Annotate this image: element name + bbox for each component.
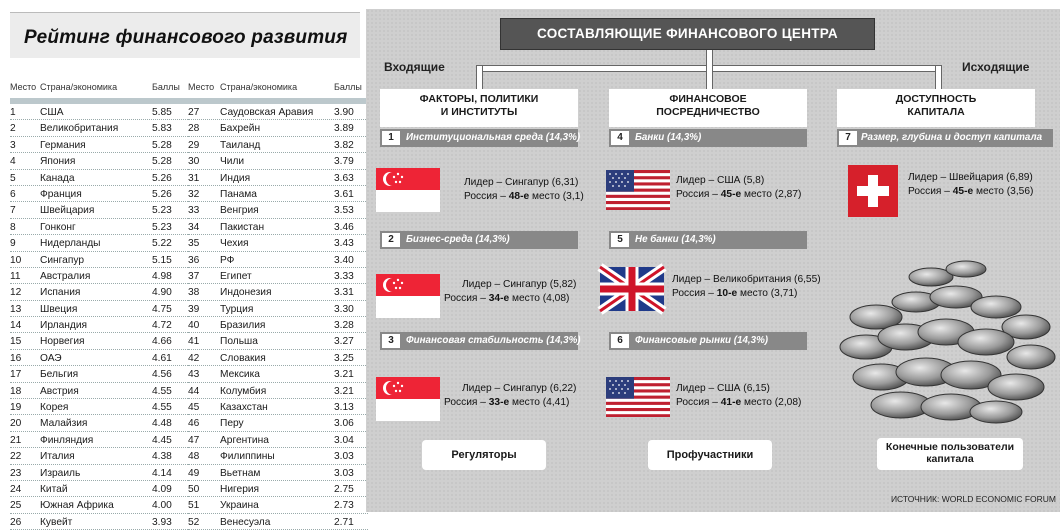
rank-score: 4.48 [152,418,172,430]
ranking-column-2 [188,78,368,530]
rank-place: 30 [188,156,200,168]
rank-place: 26 [10,516,22,528]
component-label: Институциональная среда (14,3%) [406,132,581,143]
rank-place: 10 [10,254,22,266]
rank-country: Польша [220,336,258,348]
rank-place: 5 [10,172,16,184]
singapore-flag-icon [376,168,440,217]
uk-flag-icon [600,267,664,316]
components-panel [366,9,1060,512]
rank-score: 4.00 [152,500,172,512]
rank-score: 3.25 [334,352,354,364]
component-number: 4 [611,131,629,145]
rank-country: Сингапур [40,254,84,266]
rank-country: Великобритания [40,123,119,135]
component-number: 2 [382,233,400,247]
usa-flag-icon [606,377,670,422]
russia-text: Россия – 48-е место (3,1) [464,191,584,202]
component-bar-3 [380,332,581,350]
rank-country: Финляндия [40,434,94,446]
rank-score: 3.04 [334,434,354,446]
component-label: Не банки (14,3%) [635,234,716,245]
ranking-row [10,415,190,431]
rank-place: 3 [10,139,16,151]
leader-text: Лидер – США (6,15) [676,383,770,394]
ranking-row [10,137,190,153]
ranking-row [10,252,190,268]
ranking-row [188,120,368,136]
rank-country: Испания [40,287,81,299]
ranking-row [10,219,190,235]
ranking-row [188,333,368,349]
rank-place: 32 [188,188,200,200]
singapore-flag-icon [376,377,440,426]
ranking-row [10,202,190,218]
rank-country: Китай [40,483,68,495]
ranking-row [10,514,190,530]
rank-country: США [40,107,64,118]
rank-score: 5.26 [152,188,172,200]
column-headers [188,78,368,98]
rank-place: 19 [10,402,22,414]
rank-country: Таиланд [220,139,261,151]
connector-left [476,65,483,91]
rank-score: 3.46 [334,221,354,233]
component-label: Финансовая стабильность (14,3%) [406,335,581,346]
ranking-row [188,153,368,169]
rank-score: 4.98 [152,270,172,282]
ranking-row [10,284,190,300]
ranking-row [188,202,368,218]
rank-score: 3.31 [334,287,354,299]
rank-place: 34 [188,221,200,233]
regulators-label: Регуляторы [422,440,546,470]
rank-score: 4.55 [152,385,172,397]
header-score: Баллы [152,82,180,92]
rank-score: 2.75 [334,483,354,495]
ranking-row [188,465,368,481]
component-number: 1 [382,131,400,145]
rank-score: 3.61 [334,188,354,200]
rank-place: 42 [188,352,200,364]
rank-score: 5.83 [152,123,172,135]
rank-score: 4.61 [152,352,172,364]
rank-place: 43 [188,369,200,381]
ranking-row [10,317,190,333]
rank-score: 3.13 [334,402,354,414]
ranking-row [10,350,190,366]
rank-place: 22 [10,451,22,463]
ranking-row [188,137,368,153]
rank-score: 3.53 [334,205,354,217]
ranking-title: Рейтинг финансового развития [24,27,348,48]
leader-info-7 [908,171,1033,199]
header-place: Место [188,82,215,92]
rank-place: 24 [10,483,22,495]
rank-country: Турция [220,303,254,315]
rank-place: 29 [188,139,200,151]
rank-place: 16 [10,352,22,364]
rank-place: 21 [10,434,22,446]
ranking-row [188,399,368,415]
component-number: 6 [611,334,629,348]
rank-country: Индия [220,172,251,184]
intermediation-header: ФИНАНСОВОЕ ПОСРЕДНИЧЕСТВО [609,89,807,127]
factors-header: ФАКТОРЫ, ПОЛИТИКИ И ИНСТИТУТЫ [380,89,578,127]
rank-country: Украина [220,500,259,512]
header-country: Страна/экономика [220,82,298,92]
ranking-row [188,186,368,202]
rank-country: Швейцария [40,205,95,217]
rank-country: Филиппины [220,451,275,463]
rank-score: 3.21 [334,385,354,397]
leader-text: Лидер – США (5,8) [676,175,765,186]
ranking-row [10,448,190,464]
rank-score: 4.45 [152,434,172,446]
ranking-row [10,153,190,169]
russia-text: Россия – 41-е место (2,08) [676,397,802,408]
rank-score: 3.33 [334,270,354,282]
rank-place: 51 [188,500,200,512]
rank-place: 31 [188,172,200,184]
rank-country: Австрия [40,385,79,397]
component-label: Бизнес-среда (14,3%) [406,234,510,245]
rank-place: 38 [188,287,200,299]
rank-place: 15 [10,336,22,348]
rank-country: Венгрия [220,205,259,217]
rank-score: 3.40 [334,254,354,266]
rank-country: Венесуэла [220,516,271,528]
ranking-row [188,219,368,235]
rank-country: Мексика [220,369,260,381]
rank-country: Франция [40,188,82,200]
leader-info-1 [464,176,584,204]
rank-place: 12 [10,287,22,299]
leader-text: Лидер – Швейцария (6,89) [908,172,1033,183]
rank-score: 3.93 [152,516,172,528]
rank-score: 4.14 [152,467,172,479]
rank-country: Аргентина [220,434,269,446]
rank-country: Чили [220,156,245,168]
rank-country: Вьетнам [220,467,261,479]
column-headers [10,78,190,98]
component-label: Финансовые рынки (14,3%) [635,335,769,346]
connector-center [706,49,713,91]
rank-country: Чехия [220,238,249,250]
ranking-row [10,383,190,399]
rank-place: 4 [10,156,16,168]
rank-place: 13 [10,303,22,315]
connector-right [935,65,942,91]
ranking-row [10,170,190,186]
rank-score: 3.82 [334,139,354,151]
rank-place: 11 [10,270,21,282]
singapore-flag-icon [376,274,440,323]
rank-score: 4.72 [152,320,172,332]
leader-text: Лидер – Сингапур (6,22) [462,383,577,394]
rank-country: Бразилия [220,320,266,332]
rank-country: Египет [220,270,252,282]
ranking-row [188,317,368,333]
rank-country: Германия [40,139,86,151]
rank-country: Канада [40,172,75,184]
component-number: 7 [839,131,857,145]
rank-country: Словакия [220,352,266,364]
component-bar-2 [380,231,578,249]
professional-participants-label: Профучастники [648,440,772,470]
rank-score: 3.03 [334,467,354,479]
rank-score: 5.23 [152,221,172,233]
rank-place: 48 [188,451,200,463]
rank-country: Колумбия [220,385,267,397]
rank-place: 14 [10,320,22,332]
rank-country: Нидерланды [40,238,101,250]
rank-country: ОАЭ [40,352,62,364]
ranking-row [10,104,190,120]
outgoing-label: Исходящие [962,60,1030,74]
rank-place: 35 [188,238,200,250]
rank-score: 3.21 [334,369,354,381]
component-bar-4 [609,129,807,147]
component-bar-6 [609,332,807,350]
header-country: Страна/экономика [40,82,118,92]
ranking-row [10,186,190,202]
rank-country: РФ [220,254,235,266]
rank-score: 4.38 [152,451,172,463]
rank-score: 5.28 [152,139,172,151]
rank-country: Италия [40,451,75,463]
rank-country: Кувейт [40,516,73,528]
ranking-row [188,170,368,186]
rank-place: 36 [188,254,200,266]
ranking-row [10,268,190,284]
ranking-row [188,301,368,317]
rank-place: 27 [188,107,200,118]
ranking-row [10,235,190,251]
ranking-panel [0,0,366,528]
rank-score: 5.15 [152,254,172,266]
rank-score: 5.23 [152,205,172,217]
rank-score: 3.03 [334,451,354,463]
rank-score: 4.66 [152,336,172,348]
ranking-row [188,481,368,497]
rank-place: 1 [10,107,16,118]
component-label: Размер, глубина и доступ капитала [861,132,1043,143]
rank-score: 2.73 [334,500,354,512]
leader-text: Лидер – Сингапур (6,31) [464,177,579,188]
header-score: Баллы [334,82,362,92]
ranking-row [10,333,190,349]
rank-place: 45 [188,402,200,414]
russia-text: Россия – 33-е место (4,41) [444,397,570,408]
component-number: 5 [611,233,629,247]
component-bar-1 [380,129,581,147]
russia-text: Россия – 34-е место (4,08) [444,293,570,304]
source-note: ИСТОЧНИК: WORLD ECONOMIC FORUM [890,494,1056,504]
russia-text: Россия – 45-е место (2,87) [676,189,802,200]
ranking-row [188,268,368,284]
rank-score: 3.90 [334,107,354,118]
leader-info-4 [676,174,801,202]
leader-info-3 [444,382,576,410]
ranking-row [10,481,190,497]
rank-score: 3.06 [334,418,354,430]
rank-score: 4.55 [152,402,172,414]
rank-place: 20 [10,418,22,430]
rank-score: 3.30 [334,303,354,315]
ranking-row [10,399,190,415]
capital-access-header: ДОСТУПНОСТЬ КАПИТАЛА [837,89,1035,127]
rank-country: Бельгия [40,369,79,381]
rank-country: Израиль [40,467,81,479]
usa-flag-icon [606,170,670,215]
rank-score: 4.75 [152,303,172,315]
rank-country: Швеция [40,303,78,315]
ranking-row [188,235,368,251]
rank-score: 3.43 [334,238,354,250]
rank-score: 2.71 [334,516,354,528]
component-label: Банки (14,3%) [635,132,702,143]
rank-score: 3.89 [334,123,354,135]
rank-country: Корея [40,402,69,414]
ranking-row [188,350,368,366]
ranking-title-box [10,12,360,58]
ranking-row [10,465,190,481]
rank-country: Малайзия [40,418,88,430]
rank-country: Саудовская Аравия [220,107,314,118]
leader-info-2 [444,278,576,306]
rank-place: 40 [188,320,200,332]
leader-info-5 [672,273,821,301]
ranking-column-1 [10,78,190,530]
rank-country: Норвегия [40,336,85,348]
rank-place: 28 [188,123,200,135]
header-place: Место [10,82,37,92]
incoming-label: Входящие [384,60,445,74]
ranking-row [188,497,368,513]
component-number: 3 [382,334,400,348]
rank-place: 46 [188,418,200,430]
russia-text: Россия – 45-е место (3,56) [908,186,1034,197]
rank-country: Бахрейн [220,123,261,135]
rank-place: 25 [10,500,22,512]
rank-country: Ирландия [40,320,88,332]
rank-country: Индонезия [220,287,272,299]
ranking-row [188,448,368,464]
end-users-label: Конечные пользователи капитала [877,438,1023,470]
rank-score: 4.90 [152,287,172,299]
rank-place: 9 [10,238,16,250]
components-title: СОСТАВЛЯЮЩИЕ ФИНАНСОВОГО ЦЕНТРА [500,18,875,50]
rank-country: Нигерия [220,483,260,495]
ranking-row [10,497,190,513]
rank-place: 44 [188,385,200,397]
rank-place: 2 [10,123,16,135]
rank-place: 52 [188,516,200,528]
ranking-row [188,284,368,300]
ranking-row [188,252,368,268]
rank-place: 47 [188,434,200,446]
rank-score: 5.28 [152,156,172,168]
rank-place: 8 [10,221,16,233]
rank-country: Южная Африка [40,500,114,512]
ranking-row [188,383,368,399]
ranking-row [10,366,190,382]
leader-text: Лидер – Великобритания (6,55) [672,274,821,285]
ranking-row [188,366,368,382]
rank-place: 23 [10,467,22,479]
rank-score: 3.27 [334,336,354,348]
rank-place: 18 [10,385,22,397]
ranking-row [188,104,368,120]
rank-country: Австралия [40,270,91,282]
rank-country: Гонконг [40,221,76,233]
rank-place: 33 [188,205,200,217]
rank-place: 49 [188,467,200,479]
rank-place: 6 [10,188,16,200]
component-bar-7 [837,129,1053,147]
ranking-row [188,514,368,530]
ranking-row [188,432,368,448]
russia-text: Россия – 10-е место (3,71) [672,288,798,299]
rank-place: 17 [10,369,22,381]
component-bar-5 [609,231,807,249]
ranking-row [188,415,368,431]
switzerland-flag-icon [848,165,898,222]
rank-score: 5.85 [152,107,172,118]
rank-score: 4.56 [152,369,172,381]
rank-country: Пакистан [220,221,265,233]
rank-place: 39 [188,303,200,315]
rank-score: 4.09 [152,483,172,495]
rank-score: 3.28 [334,320,354,332]
rank-score: 3.79 [334,156,354,168]
leader-info-6 [676,382,801,410]
rank-score: 5.22 [152,238,172,250]
rank-place: 50 [188,483,200,495]
rank-place: 37 [188,270,200,282]
rank-place: 41 [188,336,200,348]
ranking-row [10,432,190,448]
rank-place: 7 [10,205,16,217]
rank-country: Перу [220,418,244,430]
ranking-row [10,301,190,317]
leader-text: Лидер – Сингапур (5,82) [462,279,577,290]
ranking-row [10,120,190,136]
rank-country: Казахстан [220,402,268,414]
rank-score: 5.26 [152,172,172,184]
coins-illustration [836,247,1058,425]
rank-country: Япония [40,156,76,168]
rank-score: 3.63 [334,172,354,184]
rank-country: Панама [220,188,257,200]
